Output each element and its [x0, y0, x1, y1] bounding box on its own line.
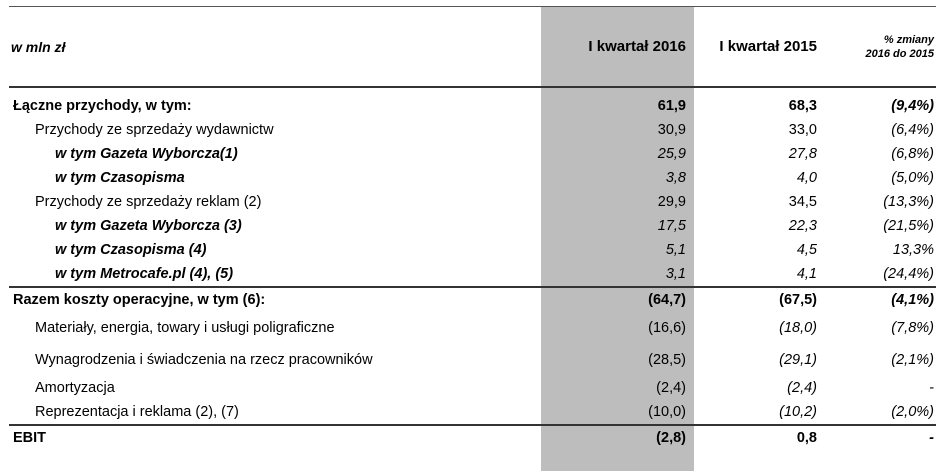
value-q1-2016: 3,1 — [665, 266, 686, 282]
column-header-q1-2015: I kwartał 2015 — [694, 7, 825, 88]
value-change: 13,3% — [892, 242, 934, 258]
column-header-q1-2016: I kwartał 2016 — [541, 7, 694, 88]
table-row — [9, 425, 936, 450]
row-label: Wynagrodzenia i świadczenia na rzecz pracowników — [35, 352, 373, 368]
value-change: (6,4%) — [891, 122, 934, 138]
table-row — [9, 87, 936, 118]
value-q1-2016: 29,9 — [657, 194, 686, 210]
row-label: w tym Gazeta Wyborcza(1) — [55, 146, 238, 162]
value-change: (2,0%) — [891, 404, 934, 420]
value-q1-2016: 30,9 — [657, 122, 686, 138]
value-change: (21,5%) — [883, 218, 934, 234]
value-q1-2015: 68,3 — [788, 98, 817, 114]
value-change: - — [929, 380, 934, 396]
row-label: w tym Czasopisma — [55, 170, 185, 186]
value-q1-2016: (2,4) — [656, 380, 686, 396]
table-row — [9, 238, 936, 262]
value-q1-2016: 61,9 — [657, 98, 686, 114]
table-row — [9, 287, 936, 312]
row-label: EBIT — [9, 425, 541, 450]
change-header-line1: % zmiany — [883, 33, 934, 46]
row-label: w tym Metrocafe.pl (4), (5) — [55, 266, 234, 282]
table-row — [9, 312, 936, 344]
value-q1-2016: (16,6) — [648, 320, 686, 336]
value-change: (2,1%) — [891, 352, 934, 368]
table-row — [9, 344, 936, 376]
row-label: Przychody ze sprzedaży reklam (2) — [35, 194, 262, 210]
value-q1-2016: (2,8) — [541, 425, 694, 450]
value-change: (7,8%) — [891, 320, 934, 336]
value-q1-2016: 17,5 — [657, 218, 686, 234]
change-header-line2: 2016 do 2015 — [865, 47, 934, 60]
table-row — [9, 400, 936, 425]
row-label: Przychody ze sprzedaży wydawnictw — [35, 122, 274, 138]
row-label: w tym Czasopisma (4) — [55, 242, 207, 258]
value-q1-2015: (10,2) — [779, 404, 817, 420]
value-q1-2015: 22,3 — [788, 218, 817, 234]
value-change: - — [825, 425, 936, 450]
value-change: (9,4%) — [891, 98, 934, 114]
value-q1-2015: (18,0) — [779, 320, 817, 336]
value-q1-2015: (2,4) — [787, 380, 817, 396]
value-q1-2016: 25,9 — [657, 146, 686, 162]
row-label: Materiały, energia, towary i usługi poligraficzne — [35, 320, 335, 336]
value-q1-2016: 3,8 — [665, 170, 686, 186]
table-row — [9, 376, 936, 400]
value-change: (6,8%) — [891, 146, 934, 162]
table-row — [9, 166, 936, 190]
row-label: Razem koszty operacyjne, w tym (6): — [9, 287, 541, 312]
value-q1-2015: (67,5) — [694, 287, 825, 312]
value-q1-2015: 4,1 — [796, 266, 817, 282]
table-header-row — [9, 7, 936, 88]
table-row — [9, 118, 936, 142]
table-row — [9, 190, 936, 214]
value-change: (4,1%) — [825, 287, 936, 312]
value-q1-2016: (64,7) — [541, 287, 694, 312]
row-label: w tym Gazeta Wyborcza (3) — [55, 218, 242, 234]
table-row — [9, 142, 936, 166]
value-q1-2015: 33,0 — [788, 122, 817, 138]
financial-table — [9, 6, 936, 450]
value-q1-2016: 5,1 — [665, 242, 686, 258]
value-q1-2015: 0,8 — [694, 425, 825, 450]
value-change: (24,4%) — [883, 266, 934, 282]
unit-label: w mln zł — [9, 7, 541, 88]
value-q1-2015: 27,8 — [788, 146, 817, 162]
row-label: Łączne przychody, w tym: — [13, 98, 192, 114]
table-row — [9, 262, 936, 287]
value-q1-2015: 4,5 — [796, 242, 817, 258]
row-label: Amortyzacja — [35, 380, 115, 396]
value-q1-2015: (29,1) — [779, 352, 817, 368]
value-q1-2016: (10,0) — [648, 404, 686, 420]
value-change: (13,3%) — [883, 194, 934, 210]
value-change: (5,0%) — [891, 170, 934, 186]
value-q1-2015: 4,0 — [796, 170, 817, 186]
table-row — [9, 214, 936, 238]
value-q1-2016: (28,5) — [648, 352, 686, 368]
column-header-change — [825, 7, 936, 88]
value-q1-2015: 34,5 — [788, 194, 817, 210]
row-label: Reprezentacja i reklama (2), (7) — [35, 404, 239, 420]
